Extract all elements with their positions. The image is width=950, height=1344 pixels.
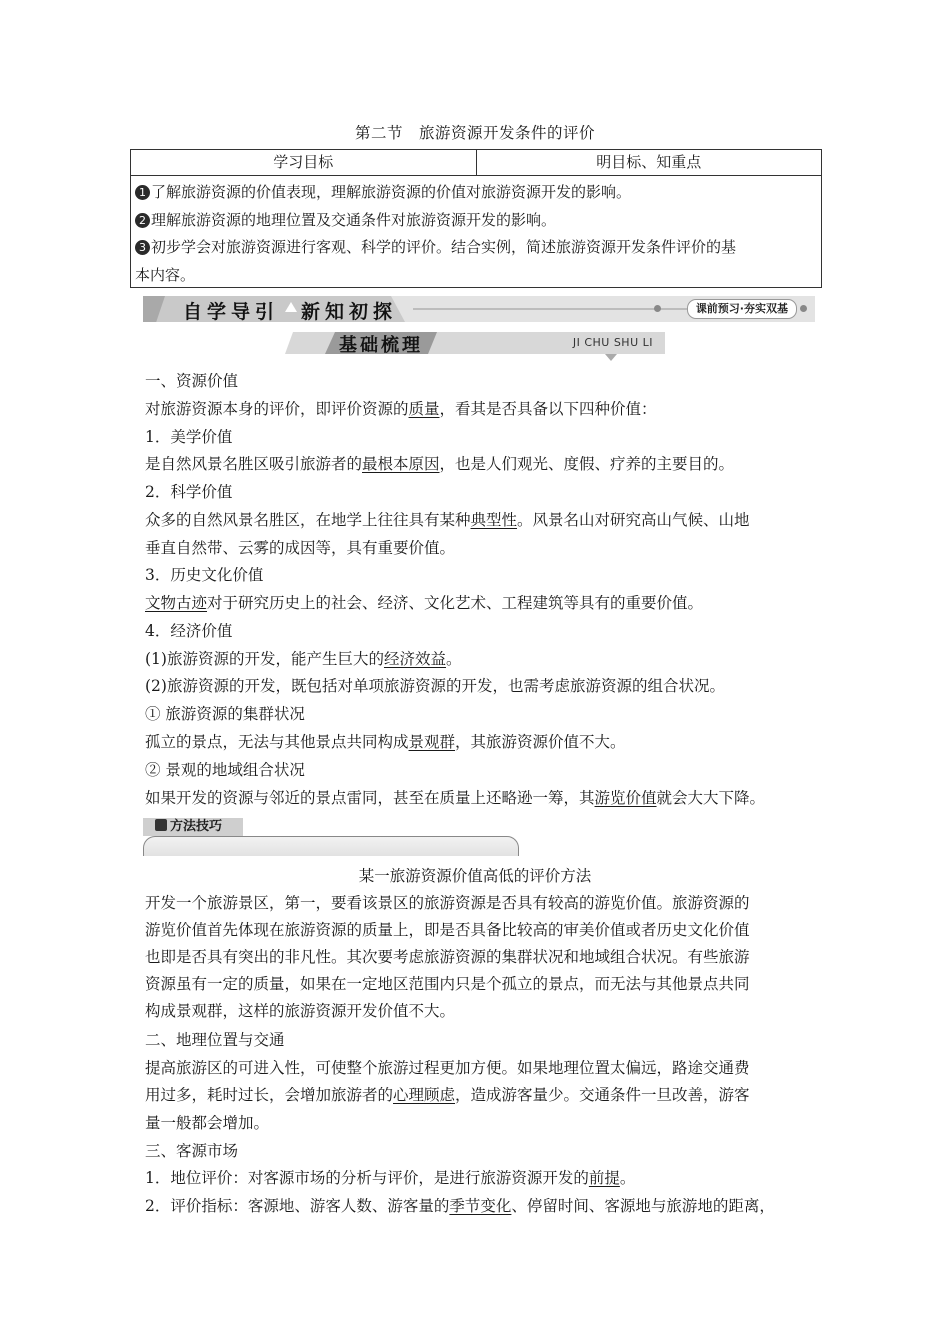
method-bar: [143, 836, 519, 856]
paragraph: 2．评价指标：客源地、游客人数、游客量的季节变化、停留时间、客源地与旅游地的距离，: [145, 1197, 775, 1215]
paragraph: 孤立的景点，无法与其他景点共同构成景观群，其旅游资源价值不大。: [145, 733, 626, 751]
subheading: 4．经济价值: [145, 622, 233, 640]
section-heading: 二、地理位置与交通: [145, 1031, 285, 1049]
objectives-head-right: 明目标、知重点: [596, 153, 702, 171]
thumbs-up-icon: [155, 819, 167, 831]
sub-banner-title: 基础梳理: [339, 335, 423, 356]
paragraph: 1．地位评价：对客源市场的分析与评价，是进行旅游资源开发的前提。: [145, 1169, 636, 1187]
sub-banner: [285, 332, 665, 354]
banner-title: 自学导引 新知初探: [183, 301, 398, 323]
paragraph: 是自然风景名胜区吸引旅游者的最根本原因，也是人们观光、度假、疗养的主要目的。: [145, 455, 735, 473]
method-paragraph: 构成景观群，这样的旅游资源开发价值不大。: [145, 1002, 456, 1020]
section-heading: 一、资源价值: [145, 372, 239, 390]
triangle-icon: [285, 302, 297, 312]
number-badge-icon: 1: [135, 185, 150, 200]
paragraph: 量一般都会增加。: [145, 1114, 270, 1132]
section-heading: 三、客源市场: [145, 1142, 239, 1160]
method-paragraph: 资源虽有一定的质量，如果在一定地区范围内只是个孤立的景点，而无法与其他景点共同: [145, 975, 750, 993]
method-tag: 方法技巧: [143, 818, 243, 836]
number-badge-icon: 2: [135, 213, 150, 228]
banner-tag: 课前预习·夯实双基: [687, 299, 797, 319]
objectives-head-left: 学习目标: [131, 150, 477, 175]
objective-item: 3 初步学会对旅游资源进行客观、科学的评价。结合实例，简述旅游资源开发条件评价的基: [135, 234, 813, 262]
sub-banner-pinyin: JI CHU SHU LI: [572, 336, 653, 349]
paragraph: 文物古迹对于研究历史上的社会、经济、文化艺术、工程建筑等具有的重要价值。: [145, 594, 704, 612]
objective-item-cont: 本内容。: [135, 265, 196, 284]
subheading: 2．科学价值: [145, 483, 233, 501]
paragraph: (2)旅游资源的开发，既包括对单项旅游资源的开发，也需考虑旅游资源的组合状况。: [145, 677, 725, 695]
page-title: 第二节 旅游资源开发条件的评价: [354, 124, 595, 142]
notch-icon: [605, 354, 617, 361]
paragraph: 对旅游资源本身的评价，即评价资源的质量，看其是否具备以下四种价值：: [145, 400, 657, 418]
method-paragraph: 游览价值首先体现在旅游资源的质量上，即是否具备比较高的审美价值或者历史文化价值: [145, 921, 750, 939]
paragraph: 众多的自然风景名胜区，在地学上往往具有某种典型性。风景名山对研究高山气候、山地: [145, 511, 750, 529]
dot-icon: [654, 305, 661, 312]
subheading: ① 旅游资源的集群状况: [145, 705, 305, 723]
method-paragraph: 开发一个旅游景区，第一，要看该景区的旅游资源是否具有较高的游览价值。旅游资源的: [145, 894, 750, 912]
paragraph: 用过多，耗时过长，会增加旅游者的心理顾虑，造成游客量少。交通条件一旦改善，游客: [145, 1086, 750, 1104]
objectives-table: [130, 149, 822, 288]
subheading: 1．美学价值: [145, 428, 233, 446]
method-paragraph: 也即是否具有突出的非凡性。其次要考虑旅游资源的集群状况和地域组合状况。有些旅游: [145, 948, 750, 966]
number-badge-icon: 3: [135, 240, 150, 255]
paragraph: 提高旅游区的可进入性，可使整个旅游过程更加方便。如果地理位置太偏远，路途交通费: [145, 1059, 750, 1077]
paragraph: 如果开发的资源与邻近的景点雷同，甚至在质量上还略逊一筹，其游览价值就会大大下降。: [145, 789, 766, 807]
subheading: 3．历史文化价值: [145, 566, 264, 584]
objectives-body: [131, 176, 821, 289]
paragraph: 垂直自然带、云雾的成因等，具有重要价值。: [145, 539, 456, 557]
objective-item: 1 了解旅游资源的价值表现，理解旅游资源的价值对旅游资源开发的影响。: [135, 179, 813, 207]
section-banner: [143, 296, 815, 322]
dot-icon: [800, 305, 807, 312]
objectives-header: [131, 150, 821, 176]
paragraph: (1)旅游资源的开发，能产生巨大的经济效益。: [145, 650, 462, 668]
subheading: ② 景观的地域组合状况: [145, 761, 305, 779]
method-title: 某一旅游资源价值高低的评价方法: [358, 867, 592, 885]
objective-item: 2 理解旅游资源的地理位置及交通条件对旅游资源开发的影响。: [135, 207, 813, 235]
